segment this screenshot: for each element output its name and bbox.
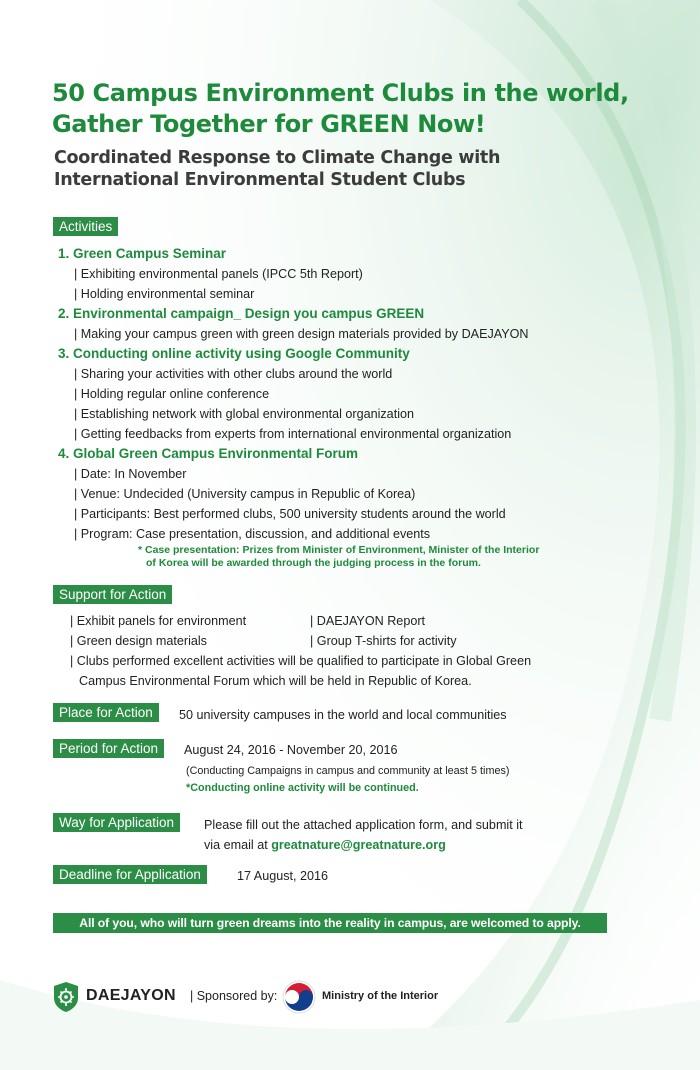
place-text: 50 university campuses in the world and local communities — [179, 708, 507, 722]
closing-banner: All of you, who will turn green dreams into the reality in campus, are welcomed to apply. — [53, 913, 607, 933]
activity-3-line-4: | Getting feedbacks from experts from international environmental organization — [74, 427, 512, 441]
deadline-text: 17 August, 2016 — [237, 869, 329, 883]
support-tag: Support for Action — [53, 585, 172, 604]
support-item-continued: Campus Environmental Forum which will be held in Republic of Korea. — [79, 674, 472, 688]
page-title — [52, 78, 692, 140]
activity-heading-2: 2. Environmental campaign_ Design you campus GREEN — [58, 306, 425, 321]
case-note-line-2: of Korea will be awarded through the judging process in the forum. — [146, 557, 481, 569]
way-tag: Way for Application — [53, 813, 180, 832]
deadline-tag: Deadline for Application — [53, 865, 207, 884]
case-note-line-1: * Case presentation: Prizes from Minister of Environment, Minister of the Interior — [138, 544, 540, 556]
sponsored-by-label: | Sponsored by: — [190, 989, 278, 1003]
way-line-2 — [204, 835, 446, 855]
page-subtitle — [54, 147, 694, 191]
activity-1-line-2: | Holding environmental seminar — [74, 287, 255, 301]
activity-4-line-2: | Venue: Undecided (University campus in Republic of Korea) — [74, 487, 416, 501]
period-dates: August 24, 2016 - November 20, 2016 — [184, 743, 398, 757]
way-line-2-prefix: via email at — [204, 838, 272, 852]
ministry-emblem-icon — [282, 980, 316, 1014]
activity-heading-1: 1. Green Campus Seminar — [58, 246, 227, 261]
period-note-2: *Conducting online activity will be continued. — [186, 782, 419, 794]
title-line-1: 50 Campus Environment Clubs in the world, — [52, 79, 629, 107]
daejayon-logo-icon — [52, 981, 80, 1013]
title-line-2: Gather Together for GREEN Now! — [52, 110, 486, 138]
activity-3-line-3: | Establishing network with global environmental organization — [74, 407, 414, 421]
period-tag: Period for Action — [53, 739, 164, 758]
support-list — [70, 611, 590, 691]
activity-4-line-1: | Date: In November — [74, 467, 187, 481]
subtitle-line-2: International Environmental Student Clubs — [54, 170, 466, 190]
activity-3-line-2: | Holding regular online conference — [74, 387, 270, 401]
subtitle-line-1: Coordinated Response to Climate Change with — [54, 148, 501, 168]
activity-3-line-1: | Sharing your activities with other clubs around the world — [74, 367, 393, 381]
ministry-label: Ministry of the Interior — [322, 990, 439, 1002]
activity-heading-4: 4. Global Green Campus Environmental Forum — [58, 446, 359, 461]
support-item: | Green design materials — [70, 634, 207, 648]
activity-2-line-1: | Making your campus green with green design materials provided by DAEJAYON — [74, 327, 529, 341]
activity-1-line-1: | Exhibiting environmental panels (IPCC 5th Report) — [74, 267, 363, 281]
way-line-1: Please fill out the attached application form, and submit it — [204, 818, 523, 832]
activity-4-line-4: | Program: Case presentation, discussion, and additional events — [74, 527, 431, 541]
support-item: | DAEJAYON Report — [310, 614, 426, 628]
email-link[interactable]: greatnature@greatnature.org — [271, 838, 446, 852]
support-item: | Group T-shirts for activity — [310, 634, 457, 648]
footer — [52, 980, 452, 1016]
activity-heading-3: 3. Conducting online activity using Google Community — [58, 346, 410, 361]
activities-tag: Activities — [53, 217, 118, 236]
support-item: | Exhibit panels for environment — [70, 614, 247, 628]
place-tag: Place for Action — [53, 703, 159, 722]
daejayon-logo-text: DAEJAYON — [86, 987, 176, 1004]
period-note: (Conducting Campaigns in campus and community at least 5 times) — [186, 765, 510, 777]
support-item: | Clubs performed excellent activities will be qualified to participate in Global Green — [70, 654, 532, 668]
activities-list — [58, 244, 678, 570]
activity-4-line-3: | Participants: Best performed clubs, 500 university students around the world — [74, 507, 506, 521]
